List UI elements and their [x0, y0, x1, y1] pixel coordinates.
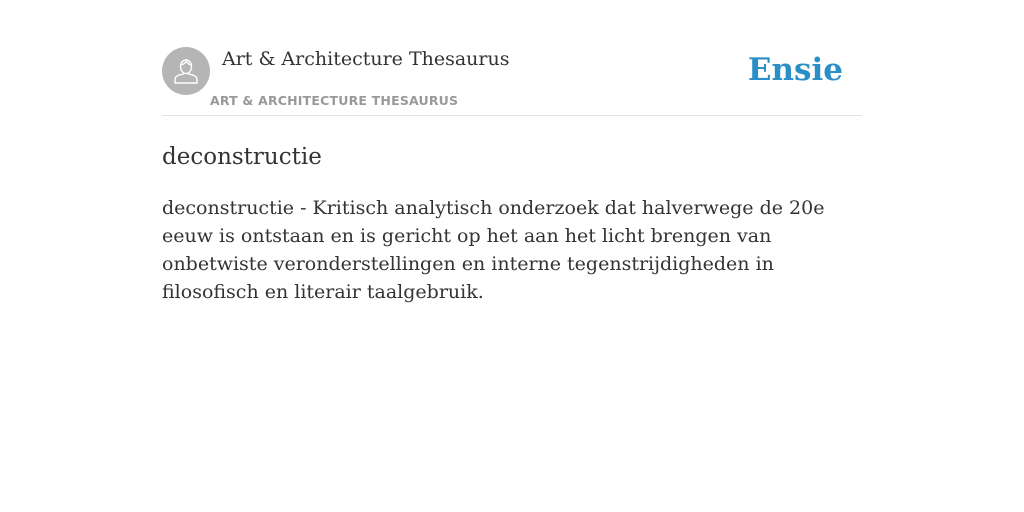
source-label[interactable]: ART & ARCHITECTURE THESAURUS: [210, 93, 459, 108]
user-icon: [171, 56, 201, 86]
page: [162, 0, 862, 306]
author-name[interactable]: Art & Architecture Thesaurus: [222, 48, 510, 70]
entry-term: deconstructie: [162, 144, 322, 170]
header: [162, 47, 862, 116]
entry-definition: deconstructie - Kritisch analytisch onderzoek dat halverwege de 20e eeuw is ontstaan en is gericht op het aan het licht brengen van onbetwiste veronderstellingen en interne tegenstrijdigheden in filosofisch en literair taalgebruik.: [162, 197, 825, 303]
ensie-logo[interactable]: Ensie: [747, 52, 843, 88]
avatar[interactable]: [162, 47, 210, 95]
